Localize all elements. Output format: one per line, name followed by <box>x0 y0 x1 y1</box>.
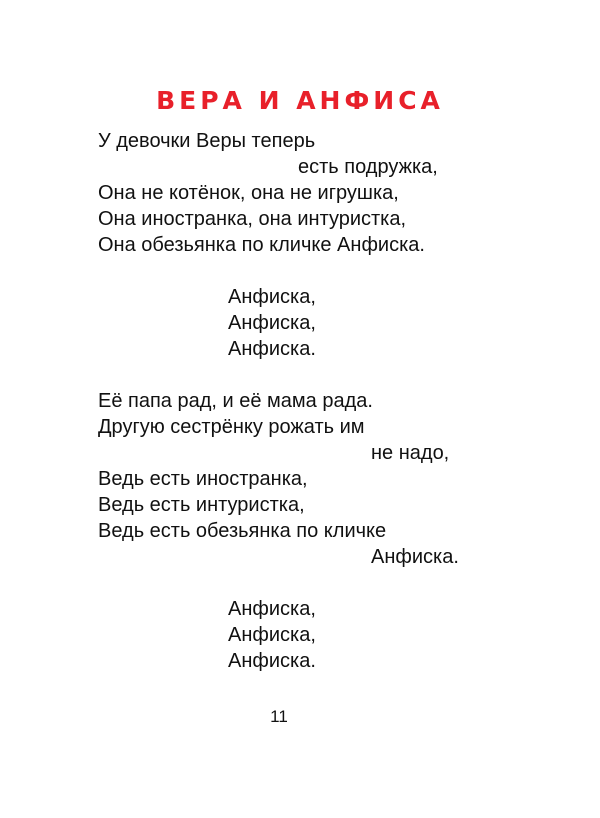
poem-line: Анфиска. <box>371 546 459 568</box>
poem-title: ВЕРА И АНФИСА <box>156 86 444 115</box>
poem-line: Ведь есть иностранка, <box>98 468 308 490</box>
poem-line: не надо, <box>371 442 450 464</box>
poem-refrain-line: Анфиска, <box>228 312 316 334</box>
poem-line: Ведь есть интуристка, <box>98 494 305 516</box>
poem-line: Её папа рад, и её мама рада. <box>98 390 373 412</box>
poem-line: Другую сестрёнку рожать им <box>98 416 365 438</box>
page-number: 11 <box>270 707 288 726</box>
poem-line: Она не котёнок, она не игрушка, <box>98 182 399 204</box>
poem-refrain-line: Анфиска, <box>228 624 316 646</box>
poem-refrain-line: Анфиска. <box>228 650 316 672</box>
poem-line: Она обезьянка по кличке Анфиска. <box>98 234 425 256</box>
poem-refrain-line: Анфиска, <box>228 598 316 620</box>
poem-refrain-line: Анфиска, <box>228 286 316 308</box>
poem-refrain-line: Анфиска. <box>228 338 316 360</box>
poem-line: Ведь есть обезьянка по кличке <box>98 520 387 542</box>
poem-line: У девочки Веры теперь <box>98 130 316 152</box>
poem-line: Она иностранка, она интуристка, <box>98 208 407 230</box>
poem-line: есть подружка, <box>298 156 438 178</box>
